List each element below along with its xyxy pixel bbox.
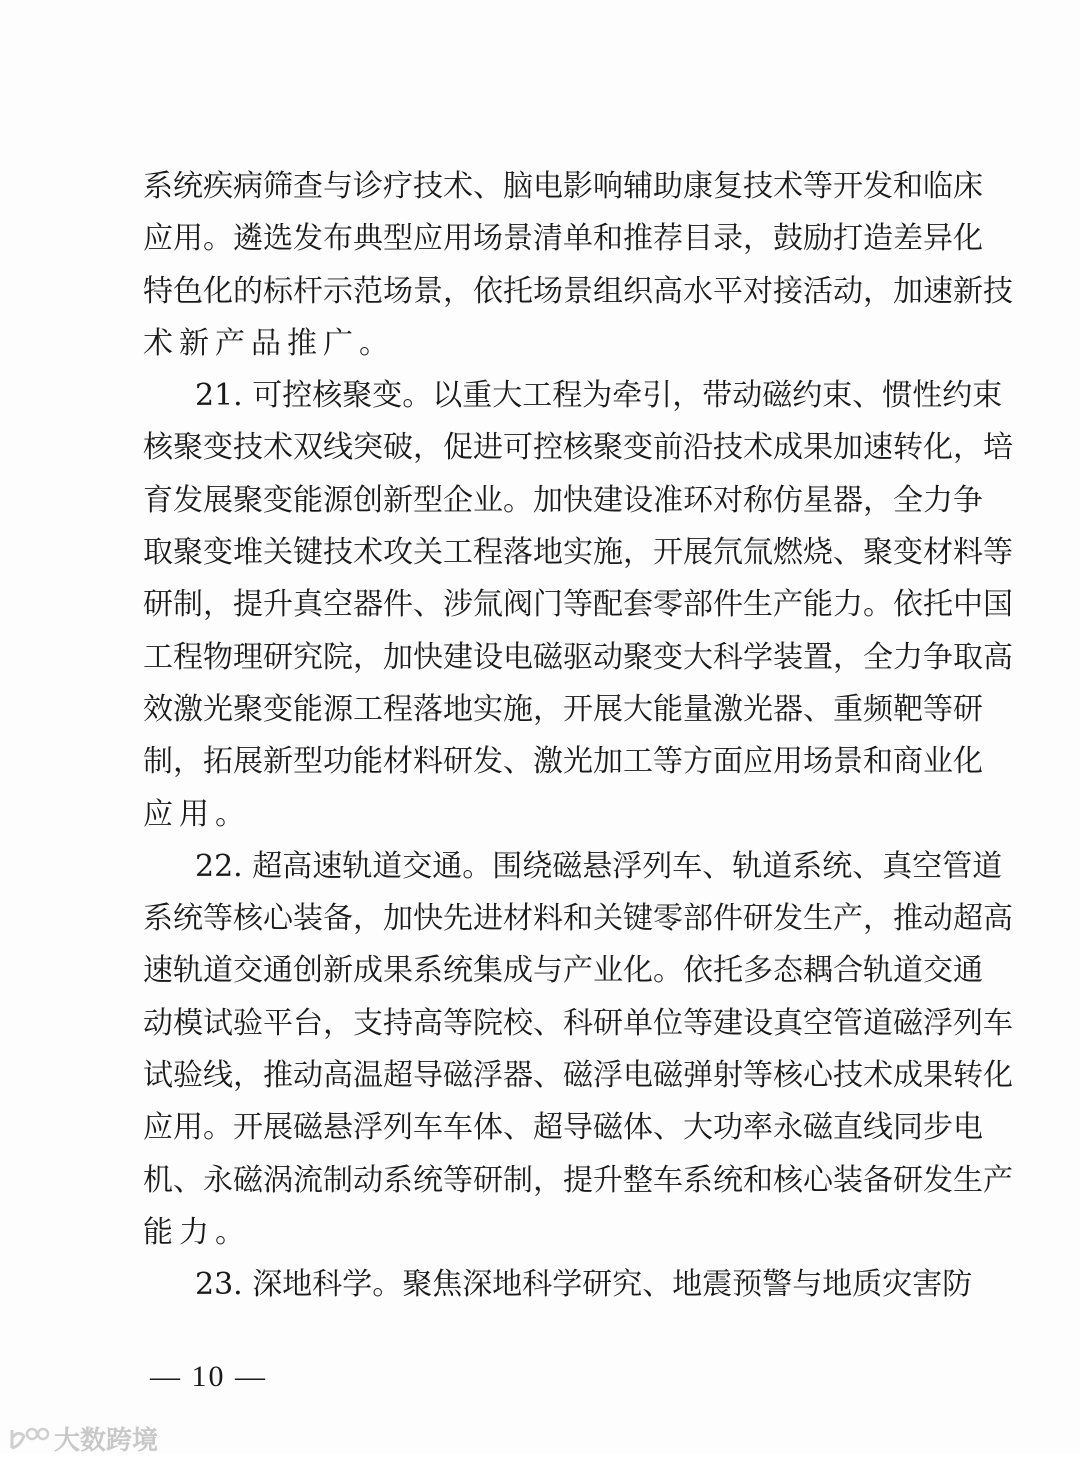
text-line: 取聚变堆关键技术攻关工程落地实施，开展氘氚燃烧、聚变材料等 [143,535,1013,571]
text-line: 研制，提升真空器件、涉氚阀门等配套零部件生产能力。依托中国 [143,587,1013,623]
text-line: 动模试验平台，支持高等院校、科研单位等建设真空管道磁浮列车 [143,1005,1013,1041]
text-line: 制，拓展新型功能材料研发、激光加工等方面应用场景和商业化 [143,744,983,780]
text-line: 核聚变技术双线突破，促进可控核聚变前沿技术成果加速转化，培 [143,430,1013,466]
text-line: 22. 超高速轨道交通。围绕磁悬浮列车、轨道系统、真空管道 [195,848,1003,884]
body-text [143,161,1013,1312]
text-line: 应用。开展磁悬浮列车车体、超导磁体、大功率永磁直线同步电 [143,1110,983,1146]
text-line: 21. 可控核聚变。以重大工程为牵引，带动磁约束、惯性约束 [195,378,1003,414]
logo-icon [8,1426,50,1452]
text-line: 术新产品推广。 [143,325,395,361]
text-line: 工程物理研究院，加快建设电磁驱动聚变大科学装置，全力争取高 [143,639,1013,675]
text-line: 应用。遴选发布典型应用场景清单和推荐目录，鼓励打造差异化 [143,221,983,257]
text-line: 速轨道交通创新成果系统集成与产业化。依托多态耦合轨道交通 [143,953,983,989]
text-line: 特色化的标杆示范场景，依托场景组织高水平对接活动，加速新技 [143,273,1013,309]
text-line: 能力。 [143,1214,251,1250]
text-line: 系统等核心装备，加快先进材料和关键零部件研发生产，推动超高 [143,901,1013,937]
text-line: 机、永磁涡流制动系统等研制，提升整车系统和核心装备研发生产 [143,1162,1013,1198]
watermark [8,1420,158,1457]
page-number: — 10 — [150,1360,267,1393]
text-line: 效激光聚变能源工程落地实施，开展大能量激光器、重频靶等研 [143,691,983,727]
text-line: 应用。 [143,796,251,832]
text-line: 试验线，推动高温超导磁浮器、磁浮电磁弹射等核心技术成果转化 [143,1058,1013,1094]
text-line: 23. 深地科学。聚焦深地科学研究、地震预警与地质灾害防 [195,1267,973,1303]
text-line: 育发展聚变能源创新型企业。加快建设准环对称仿星器，全力争 [143,482,983,518]
watermark-text: 大数跨境 [54,1426,159,1456]
text-line: 系统疾病筛查与诊疗技术、脑电影响辅助康复技术等开发和临床 [143,169,983,204]
